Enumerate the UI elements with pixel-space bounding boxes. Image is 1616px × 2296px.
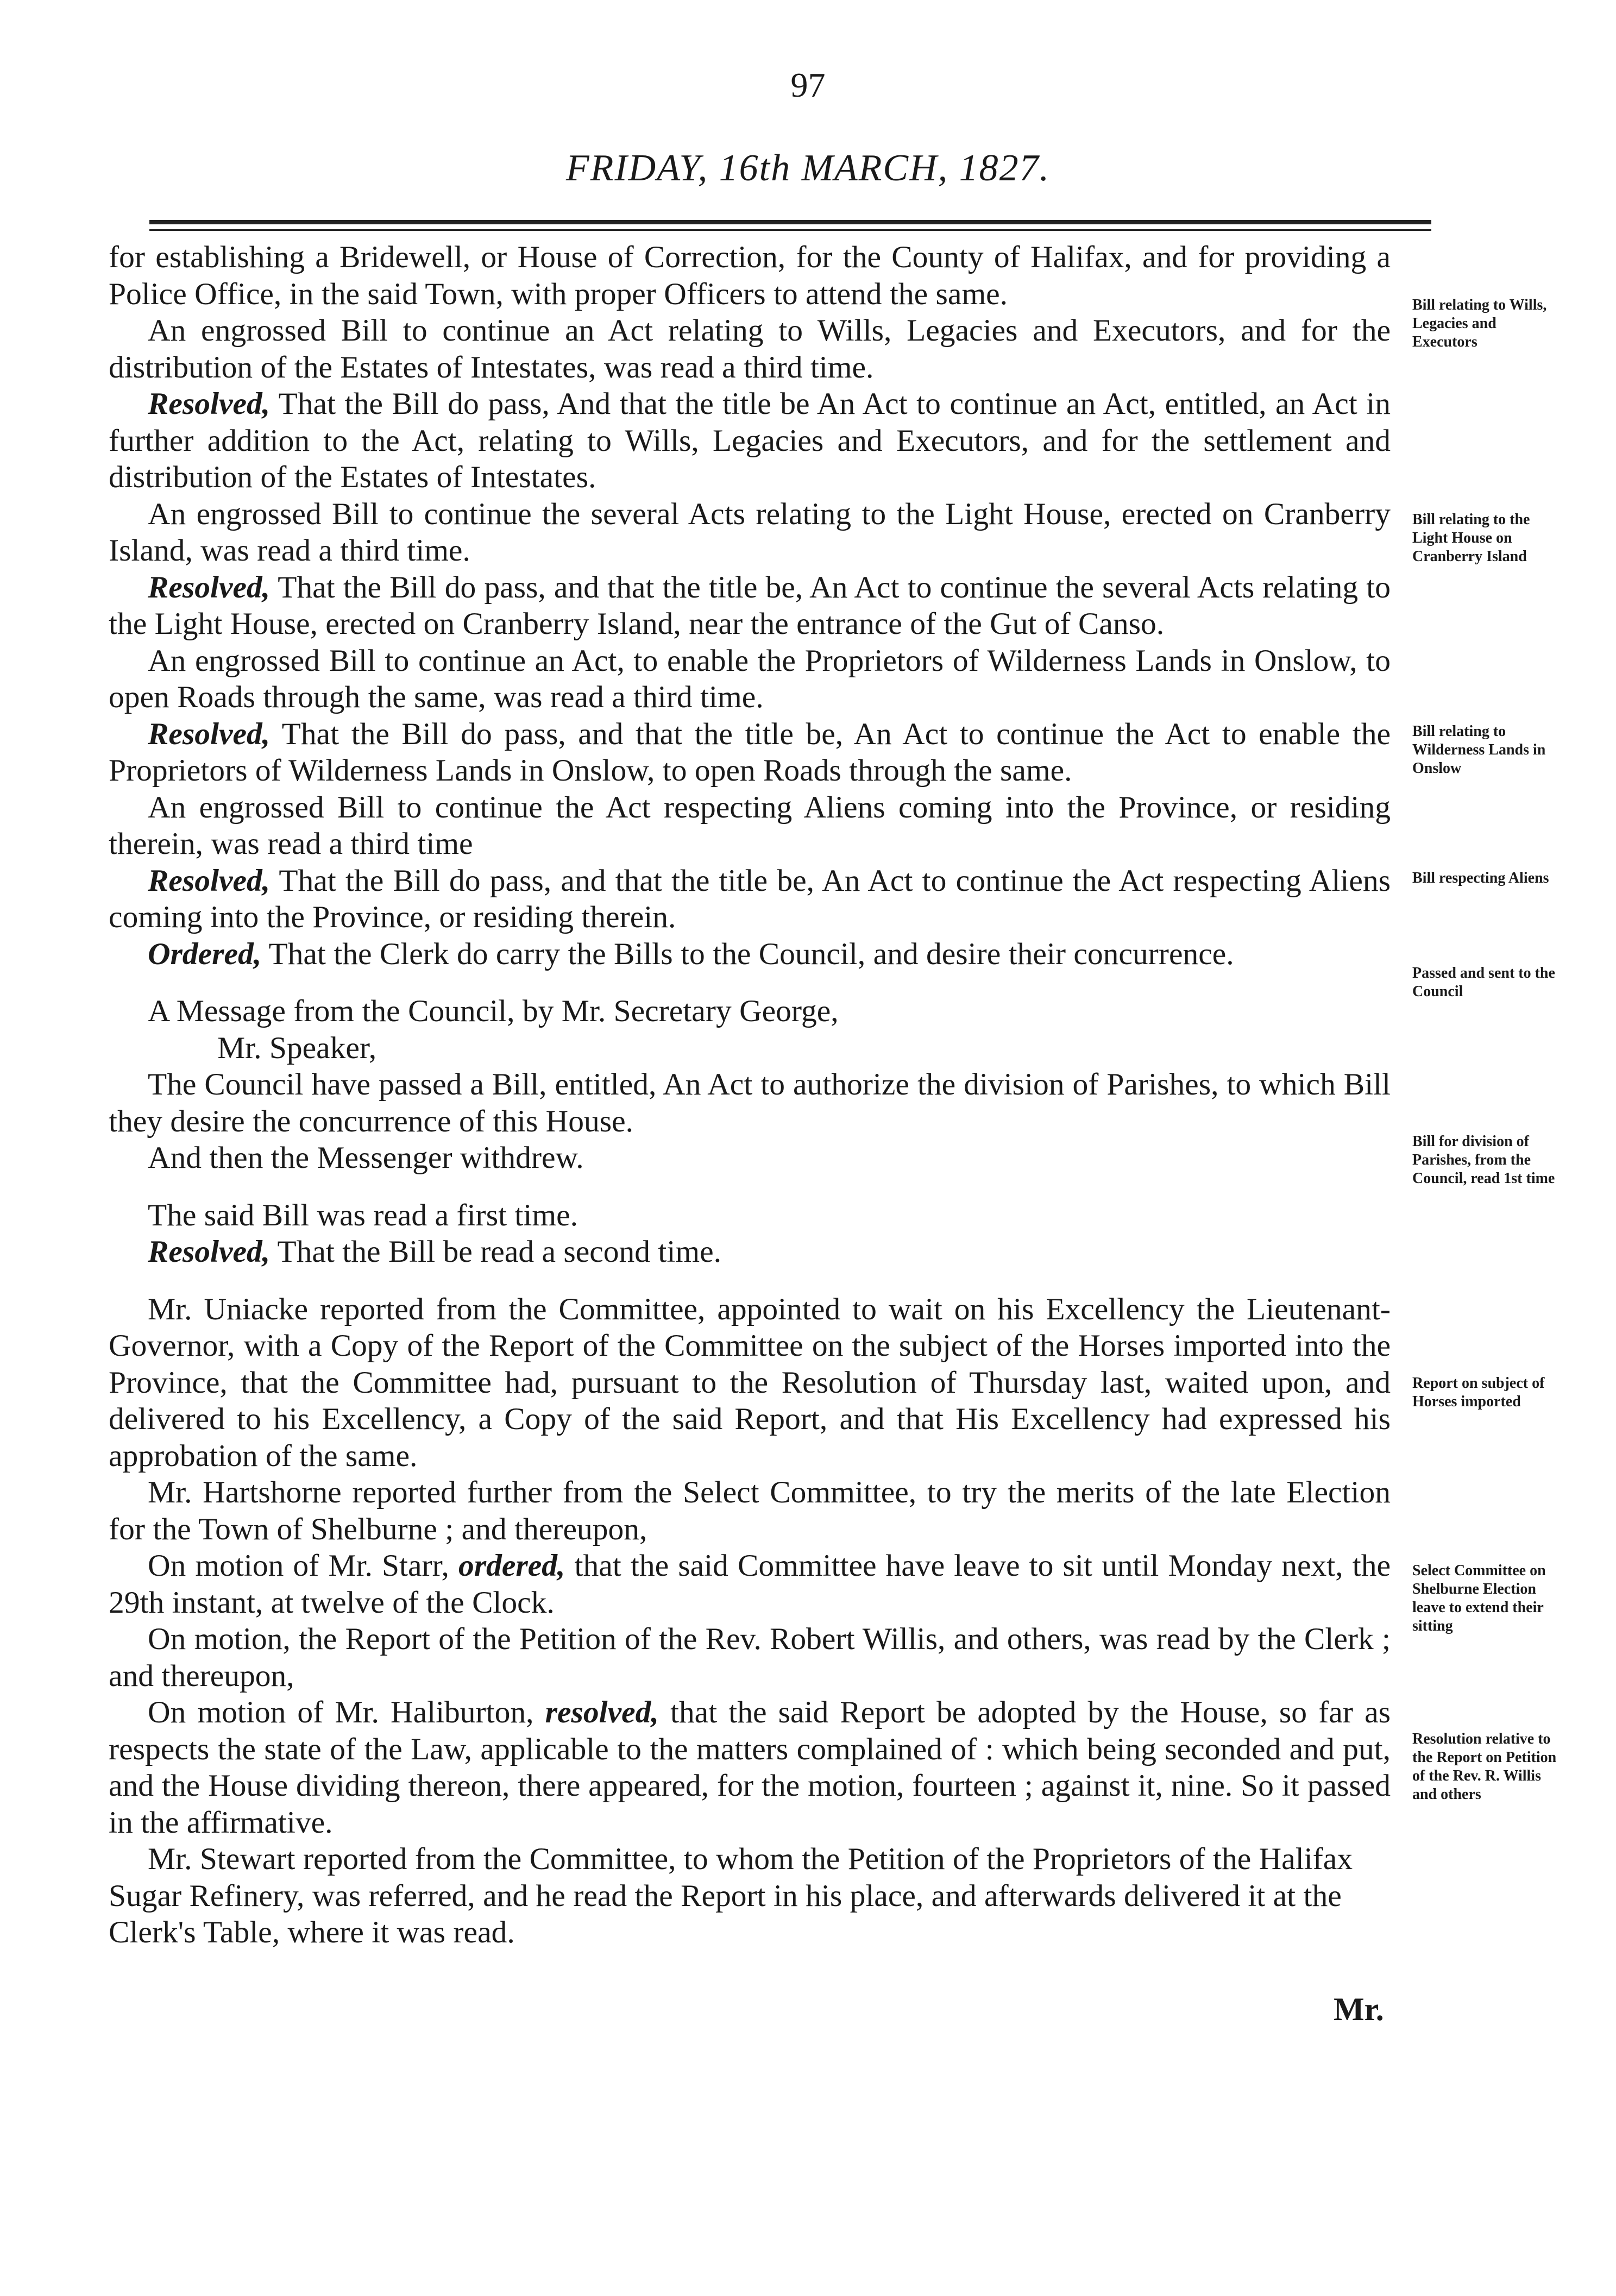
margin-note-shelburne-election: Select Committee on Shelburne Election leave to extend their sitting	[1412, 1562, 1546, 1634]
paragraph-text: Mr. Uniacke reported from the Committee, appointed to wait on his Excellency the Lieutenant-Governor, with a Copy of the Report of the Committee on the subject of the Horses imported into the Province, that the Committee had, pursuant to the Resolution of Thursday last, waited upon, and delivered to his Excellency, a Copy of the said Report, and that His Excellency had expressed his approbation of the same.	[109, 1292, 1391, 1473]
paragraph-text: That the Clerk do carry the Bills to the Council, and desire their concurrence.	[261, 936, 1234, 971]
italic-term: Resolved,	[148, 570, 271, 605]
header-date: 16th MARCH,	[708, 147, 959, 189]
italic-term: Resolved,	[148, 716, 271, 751]
paragraph-13	[109, 1140, 1391, 1177]
paragraph-text: Mr. Hartshorne reported further from the Select Committee, to try the merits of the late Election for the Town of Shelburne ; and thereupon,	[109, 1475, 1391, 1546]
paragraph-1	[109, 312, 1391, 386]
paragraph-5	[109, 643, 1391, 716]
paragraph-text: The Council have passed a Bill, entitled, An Act to authorize the division of Parishes, to which Bill they desire the concurrence of this House.	[109, 1067, 1391, 1138]
paragraph-6	[109, 716, 1391, 789]
paragraph-20	[109, 1694, 1391, 1841]
paragraph-text: On motion, the Report of the Petition of the Rev. Robert Willis, and others, was read by the Clerk ; and thereupon,	[109, 1622, 1391, 1693]
margin-note-wills: Bill relating to Wills, Legacies and Executors	[1412, 297, 1547, 350]
margin-note-horses: Report on subject of Horses imported	[1412, 1375, 1545, 1410]
header-day: FRIDAY,	[565, 147, 709, 189]
paragraph-7	[109, 789, 1391, 863]
italic-term: Resolved,	[148, 1235, 271, 1269]
paragraph-text: That the Bill do pass, and that the title be, An Act to continue the several Acts relating to the Light House, erected on Cranberry Island, near the entrance of the Gut of Canso.	[109, 570, 1391, 641]
italic-term: resolved,	[545, 1695, 659, 1729]
paragraph-text: An engrossed Bill to continue the Act respecting Aliens coming into the Province, or residing therein, was read a third time	[109, 790, 1391, 861]
italic-term: Ordered,	[148, 936, 262, 971]
paragraph-15	[109, 1234, 1391, 1270]
paragraph-19	[109, 1621, 1391, 1694]
header-year: 1827.	[959, 147, 1051, 189]
margin-note-division-parishes: Bill for division of Parishes, from the Council, read 1st time	[1412, 1133, 1555, 1187]
paragraph-text: And then the Messenger withdrew.	[148, 1141, 584, 1175]
paragraph-text: An engrossed Bill to continue an Act relating to Wills, Legacies and Executors, and for the distribution of the Estates of Intestates, was read a third time.	[109, 313, 1391, 385]
paragraph-text: A Message from the Council, by Mr. Secretary George,	[148, 994, 839, 1028]
paragraph-text: That the Bill be read a second time.	[270, 1235, 721, 1269]
paragraph-14	[109, 1197, 1391, 1234]
margin-note-light-house: Bill relating to the Light House on Cranberry Island	[1412, 511, 1530, 565]
italic-term: ordered,	[458, 1549, 565, 1583]
paragraph-11	[109, 1030, 1391, 1067]
paragraph-9	[109, 936, 1391, 973]
paragraph-2	[109, 386, 1391, 496]
paragraph-text: that the said Report be adopted by the House, so far as respects the state of the Law, applicable to the matters complained of : which being seconded and put, and the House dividing thereon, there appeared, for the motion, fourteen ; against it, nine. So it passed in the affirmative.	[109, 1695, 1391, 1840]
margin-note-passed-council: Passed and sent to the Council	[1412, 965, 1555, 1000]
catchword: Mr.	[1334, 1991, 1384, 2027]
italic-term: Resolved,	[148, 387, 271, 421]
paragraph-text: for establishing a Bridewell, or House of Correction, for the County of Halifax, and for providing a Police Office, in the said Town, with proper Officers to attend the same.	[109, 240, 1391, 311]
paragraph-12	[109, 1066, 1391, 1140]
paragraph-text: On motion of Mr. Haliburton,	[148, 1695, 545, 1729]
margin-note-willis-petition: Resolution relative to the Report on Petition of the Rev. R. Willis and others	[1412, 1731, 1557, 1803]
paragraph-text: An engrossed Bill to continue an Act, to enable the Proprietors of Wilderness Lands in Onslow, to open Roads through the same, was read a third time.	[109, 643, 1391, 714]
paragraph-0	[109, 239, 1391, 312]
paragraph-4	[109, 569, 1391, 643]
paragraph-text: That the Bill do pass, and that the title be, An Act to continue the Act to enable the Proprietors of Wilderness Lands in Onslow, to open Roads through the same.	[109, 716, 1391, 788]
italic-term: Resolved,	[148, 863, 271, 898]
paragraph-17	[109, 1474, 1391, 1548]
margin-note-wilderness-lands: Bill relating to Wilderness Lands in Onslow	[1412, 723, 1546, 777]
paragraph-text: Mr. Speaker,	[217, 1030, 377, 1065]
paragraph-18	[109, 1548, 1391, 1621]
paragraph-16	[109, 1291, 1391, 1475]
margin-note-aliens: Bill respecting Aliens	[1412, 870, 1549, 886]
paragraph-text: That the Bill do pass, And that the title be An Act to continue an Act, entitled, an Act in further addition to the Act, relating to Wills, Legacies and Executors, and for the settlement and distribution of the Estates of Intestates.	[109, 387, 1391, 494]
paragraph-text: The said Bill was read a first time.	[148, 1198, 579, 1232]
paragraph-text: that the said Committee have leave to sit until Monday next, the 29th instant, at twelve of the Clock.	[109, 1549, 1391, 1620]
paragraph-text: That the Bill do pass, and that the title be, An Act to continue the Act respecting Aliens coming into the Province, or residing therein.	[109, 863, 1391, 934]
page-header-date	[0, 147, 1616, 190]
paragraph-3	[109, 496, 1391, 569]
journal-body	[109, 239, 1391, 1951]
header-rule-thick	[149, 220, 1431, 224]
paragraph-21	[109, 1841, 1391, 1951]
paragraph-8	[109, 863, 1391, 936]
paragraph-text: On motion of Mr. Starr,	[148, 1549, 458, 1583]
header-rule-thin	[149, 229, 1431, 231]
paragraph-10	[109, 993, 1391, 1030]
paragraph-text: An engrossed Bill to continue the several Acts relating to the Light House, erected on Cranberry Island, was read a third time.	[109, 496, 1391, 568]
paragraph-text: Mr. Stewart reported from the Committee, to whom the Petition of the Proprietors of the Halifax Sugar Refinery, was referred, and he read the Report in his place, and afterwards delivered it at the Clerk's Table, where it was read.	[109, 1842, 1353, 1949]
page-number: 97	[790, 66, 826, 104]
